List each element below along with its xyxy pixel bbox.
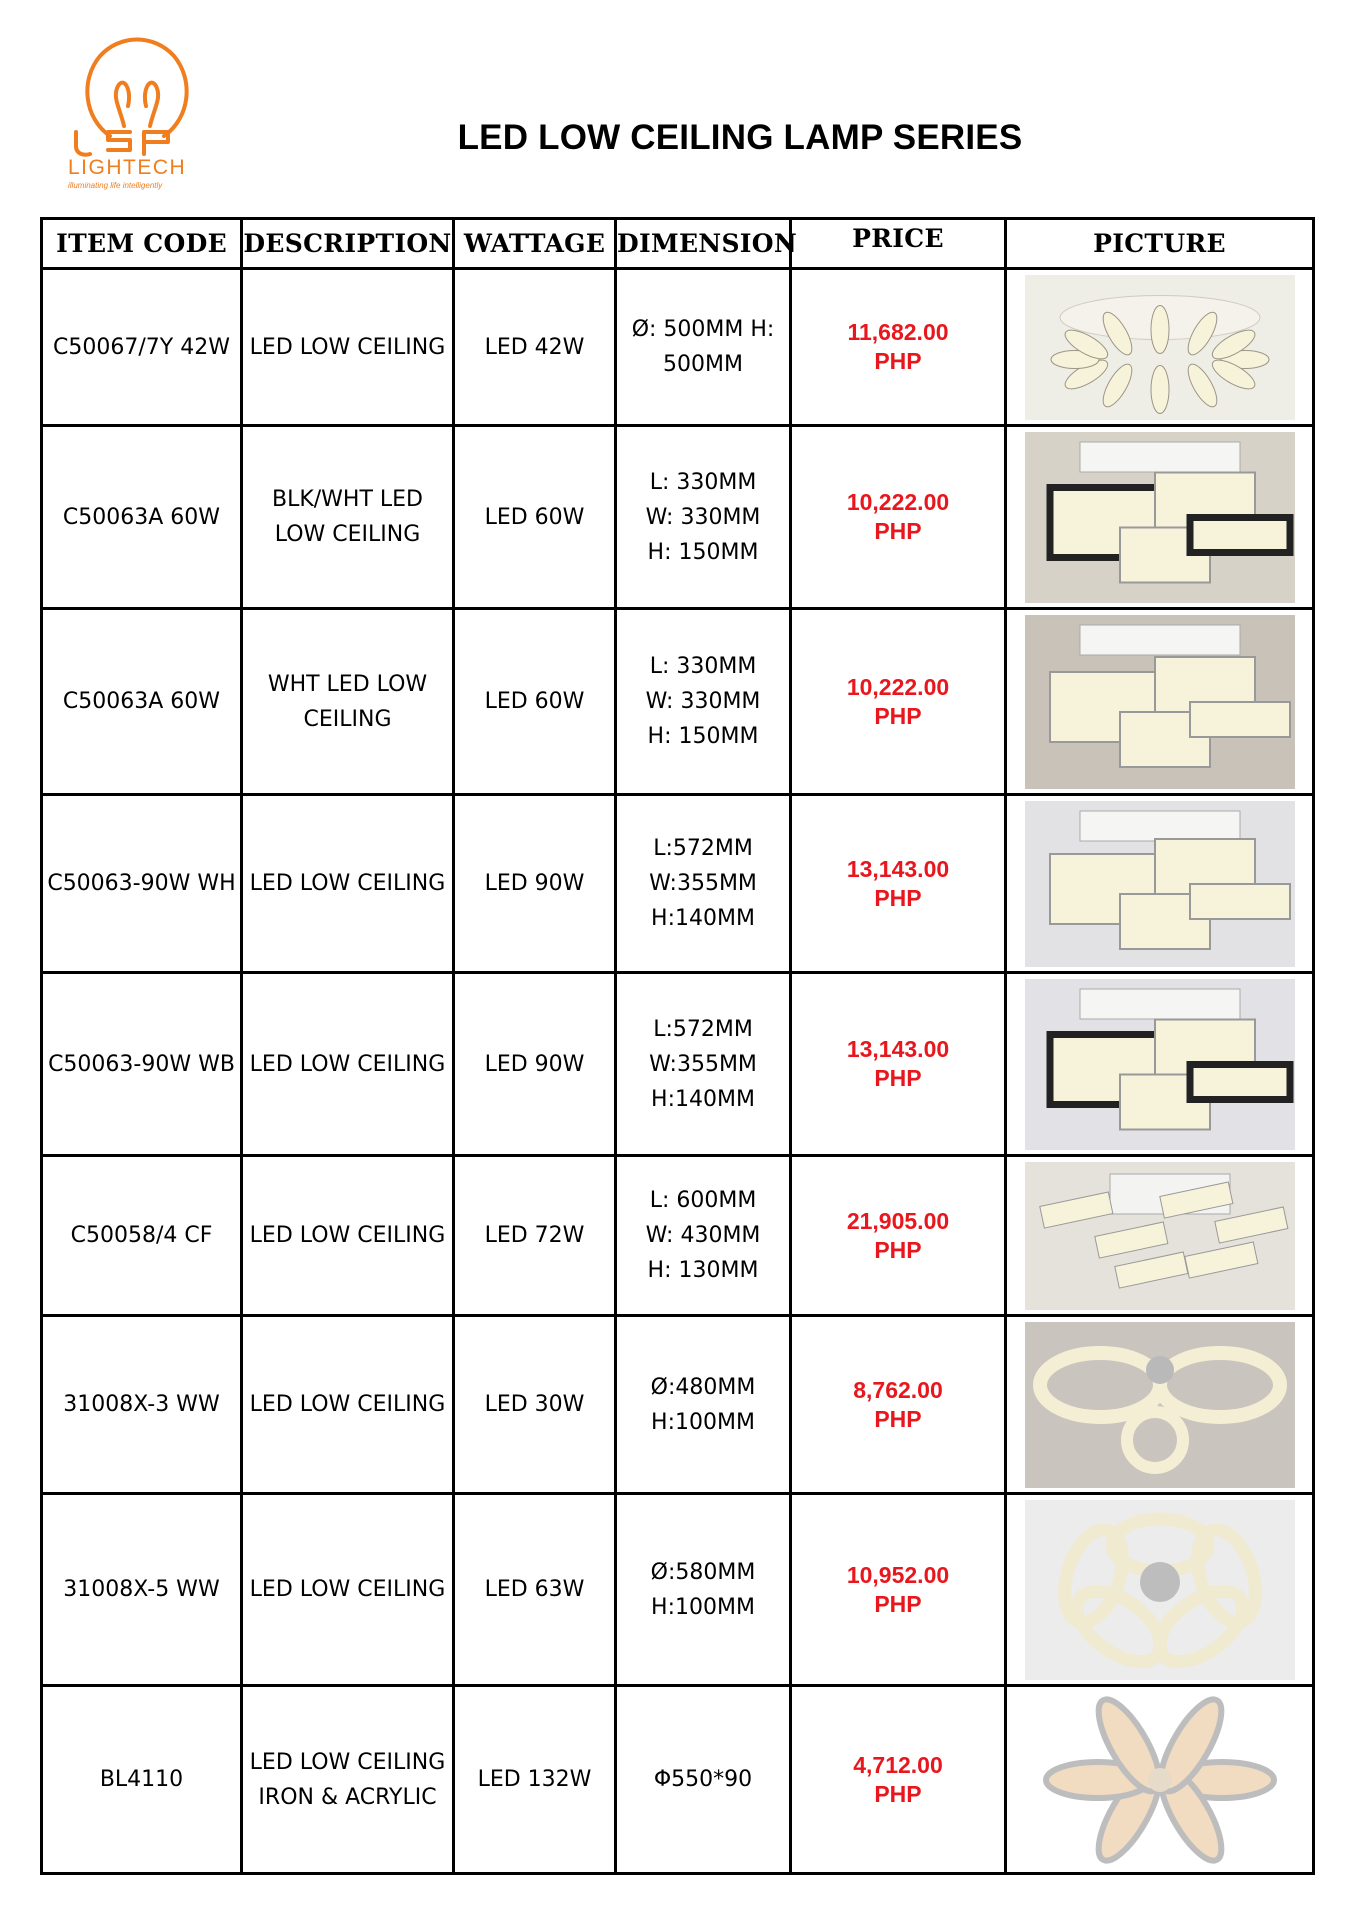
- price-cell: [791, 1316, 1006, 1494]
- table-row: [42, 1316, 1314, 1494]
- item-code-cell: [42, 1686, 242, 1874]
- dimension-line: L: 600MM: [649, 1188, 757, 1213]
- wattage-cell: [454, 269, 616, 426]
- table-row: [42, 426, 1314, 609]
- dimension-line: H:100MM: [651, 1594, 755, 1620]
- picture-cell: [1006, 269, 1314, 426]
- picture-cell: [1006, 1686, 1314, 1874]
- wattage-cell: [454, 1316, 616, 1494]
- picture-cell: [1006, 609, 1314, 795]
- header-picture: PICTURE: [1006, 219, 1314, 269]
- description-cell: [242, 1686, 454, 1874]
- dimension-cell: [616, 609, 791, 795]
- item-code: C50063-90W WH: [47, 871, 236, 896]
- dimension-cell: [616, 795, 791, 973]
- dimension-line: L: 330MM: [649, 654, 757, 679]
- price-value: 10,222.00: [846, 489, 950, 515]
- price-table: [40, 217, 1315, 1875]
- picture-cell: [1006, 1316, 1314, 1494]
- table-row: [42, 795, 1314, 973]
- header-price: PRICE: [791, 219, 1006, 269]
- price-cell: [791, 426, 1006, 609]
- price-value: 11,682.00: [847, 319, 949, 345]
- table-row: [42, 1686, 1314, 1874]
- dimension-line: Ø:580MM: [650, 1559, 756, 1585]
- description-line: LOW CEILING: [274, 522, 421, 547]
- dimension-line: H:140MM: [651, 1086, 755, 1112]
- wattage: LED 132W: [477, 1767, 592, 1792]
- description-cell: [242, 1156, 454, 1316]
- item-code: BL4110: [99, 1767, 184, 1792]
- header-description: DESCRIPTION: [242, 219, 454, 269]
- leaf-cluster-lamp-photo: [1025, 275, 1295, 420]
- price-value: 13,143.00: [846, 855, 950, 882]
- five-ring-lamp-photo: [1025, 1500, 1295, 1680]
- dimension-line: H: 150MM: [647, 724, 759, 749]
- dimension-cell: [616, 1686, 791, 1874]
- item-code: C50063A 60W: [62, 504, 221, 530]
- item-code-cell: [42, 1316, 242, 1494]
- item-code: C50063-90W WB: [48, 1051, 235, 1077]
- price-currency: PHP: [874, 884, 922, 911]
- dimension-line: W: 330MM: [645, 689, 761, 714]
- price-cell: [791, 269, 1006, 426]
- dimension-line: W:355MM: [649, 1051, 757, 1077]
- document-title: LED LOW CEILING LAMP SERIES: [457, 118, 1023, 157]
- wattage-cell: [454, 1494, 616, 1686]
- item-code-cell: [42, 1494, 242, 1686]
- header-item-code: ITEM CODE: [42, 219, 242, 269]
- table-row: [42, 269, 1314, 426]
- price-currency: PHP: [874, 518, 922, 544]
- price-value: 13,143.00: [846, 1036, 950, 1062]
- dimension-cell: [616, 1156, 791, 1316]
- description-cell: [242, 1494, 454, 1686]
- white-black-rectangle-lamp-photo: [1025, 979, 1295, 1150]
- price-value: 10,222.00: [846, 673, 950, 700]
- item-code-cell: [42, 1156, 242, 1316]
- price-currency: PHP: [874, 1236, 922, 1263]
- item-code-cell: [42, 269, 242, 426]
- dimension-line: H: 150MM: [647, 539, 759, 565]
- price-currency: PHP: [874, 1590, 922, 1617]
- table-row: [42, 609, 1314, 795]
- wattage: LED 30W: [484, 1392, 585, 1417]
- price-value: 21,905.00: [846, 1207, 950, 1234]
- price-cell: [791, 1156, 1006, 1316]
- item-code-cell: [42, 426, 242, 609]
- dimension-line: Ø:480MM: [650, 1374, 756, 1400]
- price-cell: [791, 1494, 1006, 1686]
- table-row: [42, 1156, 1314, 1316]
- white-rectangle-lamp-photo: [1025, 801, 1295, 967]
- wattage: LED 60W: [484, 504, 585, 530]
- dimension-line: L:572MM: [653, 836, 753, 861]
- price-cell: [791, 609, 1006, 795]
- price-cell: [791, 1686, 1006, 1874]
- description-line: LED LOW CEILING: [249, 1051, 446, 1077]
- wattage: LED 42W: [484, 334, 585, 360]
- item-code-cell: [42, 609, 242, 795]
- three-ring-lamp-photo: [1025, 1322, 1295, 1488]
- description-line: LED LOW CEILING: [249, 871, 446, 896]
- item-code: 31008X-3 WW: [63, 1392, 220, 1417]
- dimension-line: W: 330MM: [645, 504, 761, 530]
- description-line: LED LOW CEILING: [249, 1392, 446, 1417]
- wattage-cell: [454, 1686, 616, 1874]
- wattage: LED 90W: [484, 1051, 585, 1077]
- item-code: C50067/7Y 42W: [53, 334, 230, 360]
- description-line: LED LOW CEILING: [249, 1577, 446, 1602]
- dimension-cell: [616, 1494, 791, 1686]
- price-currency: PHP: [874, 702, 922, 729]
- description-cell: [242, 609, 454, 795]
- dimension-line: H:140MM: [651, 906, 755, 931]
- price-cell: [791, 795, 1006, 973]
- table-row: [42, 973, 1314, 1156]
- price-currency: PHP: [874, 1780, 922, 1807]
- dimension-line: L: 330MM: [649, 469, 757, 495]
- picture-cell: [1006, 1156, 1314, 1316]
- item-code: C50063A 60W: [62, 689, 221, 714]
- wattage: LED 63W: [484, 1577, 585, 1602]
- wattage: LED 72W: [484, 1223, 585, 1248]
- item-code: C50058/4 CF: [70, 1223, 213, 1248]
- description-line: WHT LED LOW: [267, 671, 428, 697]
- price-value: 8,762.00: [853, 1376, 943, 1403]
- dimension-cell: [616, 1316, 791, 1494]
- picture-cell: [1006, 426, 1314, 609]
- dimension-cell: [616, 269, 791, 426]
- item-code-cell: [42, 795, 242, 973]
- table-header-row: [42, 219, 1314, 269]
- description-cell: [242, 269, 454, 426]
- item-code-cell: [42, 973, 242, 1156]
- description-cell: [242, 795, 454, 973]
- picture-cell: [1006, 973, 1314, 1156]
- wattage: LED 60W: [484, 689, 585, 714]
- wattage-cell: [454, 973, 616, 1156]
- picture-cell: [1006, 795, 1314, 973]
- wattage-cell: [454, 609, 616, 795]
- wattage-cell: [454, 426, 616, 609]
- price-currency: PHP: [874, 1065, 922, 1091]
- description-line: LED LOW CEILING: [249, 334, 446, 360]
- wattage: LED 90W: [484, 871, 585, 896]
- description-cell: [242, 973, 454, 1156]
- description-line: LED LOW CEILING: [249, 1749, 446, 1775]
- black-white-square-lamp-photo: [1025, 432, 1295, 603]
- wattage-cell: [454, 795, 616, 973]
- price-value: 4,712.00: [853, 1751, 943, 1778]
- picture-cell: [1006, 1494, 1314, 1686]
- header-wattage: WATTAGE: [454, 219, 616, 269]
- dimension-line: W:355MM: [649, 871, 757, 896]
- description-line: IRON & ACRYLIC: [258, 1784, 437, 1810]
- dimension-line: W: 430MM: [645, 1223, 761, 1248]
- dimension-line: Ø: 500MM H:: [631, 317, 775, 342]
- header-dimension: DIMENSION: [616, 219, 791, 269]
- dimension-line: H: 130MM: [647, 1258, 759, 1283]
- price-cell: [791, 973, 1006, 1156]
- logo-wordmark: LIGHTECH: [68, 156, 187, 179]
- lightech-logo: [62, 28, 212, 198]
- price-currency: PHP: [874, 348, 922, 374]
- dimension-line: L:572MM: [653, 1016, 753, 1042]
- dimension-line: H:100MM: [651, 1409, 755, 1435]
- description-line: LED LOW CEILING: [249, 1223, 446, 1248]
- table-row: [42, 1494, 1314, 1686]
- description-cell: [242, 1316, 454, 1494]
- description-cell: [242, 426, 454, 609]
- dimension-line: 500MM: [663, 352, 743, 377]
- item-code: 31008X-5 WW: [63, 1577, 220, 1602]
- petal-lamp-photo: [1025, 1692, 1295, 1868]
- logo-tagline: illuminating life intelligently: [68, 181, 163, 190]
- dimension-cell: [616, 426, 791, 609]
- price-currency: PHP: [874, 1405, 922, 1432]
- white-square-lamp-photo: [1025, 615, 1295, 789]
- panel-lamp-photo: [1025, 1162, 1295, 1310]
- description-line: CEILING: [303, 706, 392, 732]
- wattage-cell: [454, 1156, 616, 1316]
- dimension-line: Φ550*90: [653, 1767, 753, 1792]
- price-value: 10,952.00: [846, 1561, 950, 1588]
- description-line: BLK/WHT LED: [271, 487, 423, 512]
- dimension-cell: [616, 973, 791, 1156]
